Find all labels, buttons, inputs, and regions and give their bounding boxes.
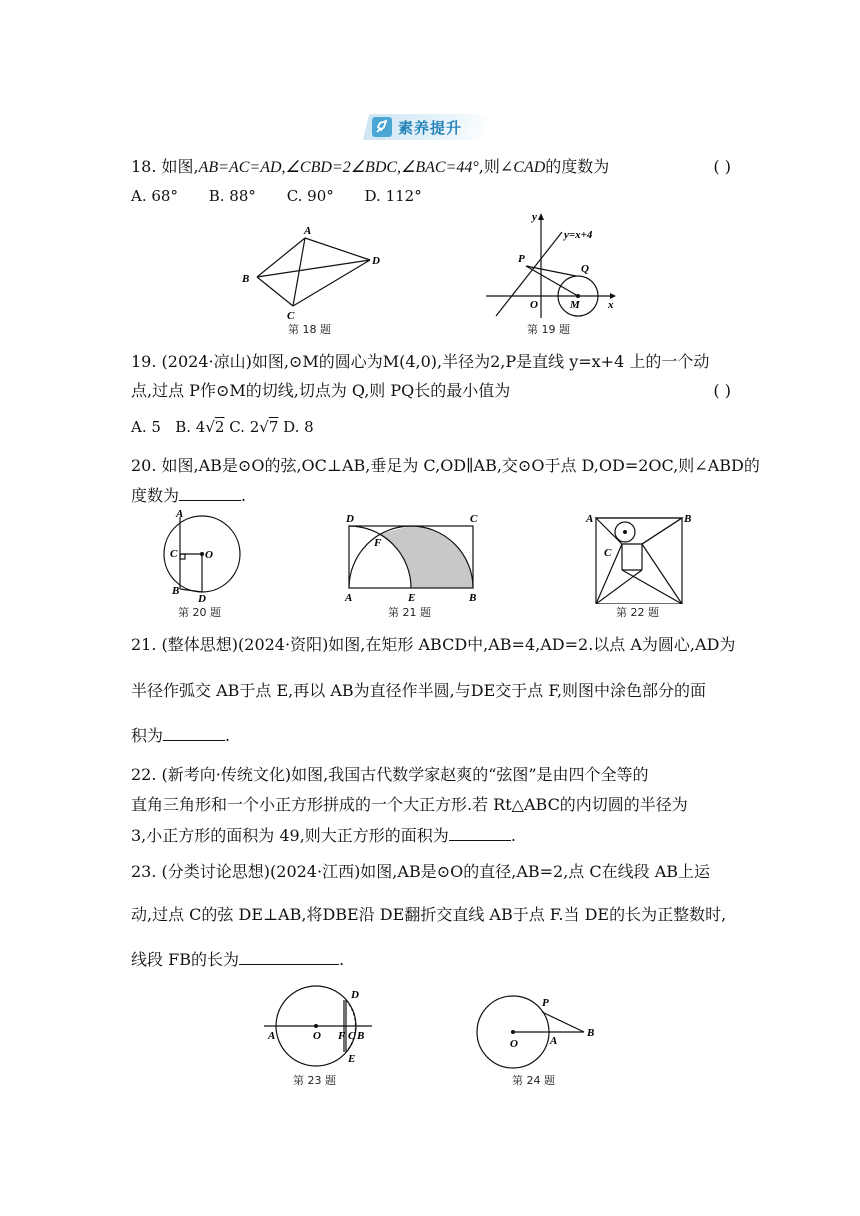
label-c: C — [348, 1030, 356, 1042]
figure-24-caption: 第 24 题 — [512, 1074, 555, 1087]
q22-end: . — [510, 826, 516, 845]
figure-23 — [258, 982, 378, 1070]
label-b: B — [172, 585, 180, 597]
label-x: x — [608, 299, 614, 311]
q20-end: . — [241, 486, 247, 505]
label-a: A — [586, 513, 594, 525]
label-a: A — [550, 1035, 558, 1047]
q23-text: 线段 FB的长为 — [131, 950, 239, 969]
question-number: 18. — [131, 157, 157, 176]
figure-22-caption: 第 22 题 — [616, 606, 659, 619]
label-c: C — [470, 513, 478, 525]
option-d: D. 112° — [364, 187, 422, 205]
question-21-line-1: 21. (整体思想)(2024·资阳)如图,在矩形 ABCD中,AB=4,AD=2.以点 A为圆心,AD为 — [131, 635, 736, 654]
question-23-line-3 — [131, 948, 731, 971]
question-18 — [131, 156, 731, 179]
label-e: E — [348, 1053, 356, 1065]
question-19-line-2 — [131, 380, 731, 402]
label-line-eq: y=x+4 — [564, 229, 593, 241]
option-c: C. 2 — [229, 418, 260, 436]
answer-blank[interactable] — [239, 948, 339, 965]
question-23-line-2: 动,过点 C的弦 DE⊥AB,将DBE沿 DE翻折交直线 AB于点 F.当 DE的长为正整数时, — [131, 905, 727, 924]
label-b: B — [469, 592, 477, 604]
figure-22 — [582, 508, 700, 604]
figure-19 — [482, 210, 622, 322]
label-f: F — [374, 537, 382, 549]
figure-20 — [160, 508, 250, 604]
label-d: D — [198, 593, 206, 604]
question-22-line-2: 直角三角形和一个小正方形拼成的一个大正方形.若 Rt△ABC的内切圆的半径为 — [131, 795, 688, 814]
label-d: D — [372, 255, 380, 267]
label-p: P — [542, 997, 549, 1009]
question-23-line-1: 23. (分类讨论思想)(2024·江西)如图,AB是⊙O的直径,AB=2,点 C在线段 AB上运 — [131, 862, 711, 881]
label-q: Q — [581, 263, 589, 275]
label-f: F — [338, 1030, 346, 1042]
label-o: O — [530, 299, 538, 311]
section-title: 素养提升 — [398, 119, 463, 137]
label-c: C — [287, 310, 295, 322]
q18-options — [131, 185, 731, 207]
q19-options: A. 5 B. 4√2 C. 2√7 D. 8 — [131, 418, 314, 436]
option-b: B. 4 — [175, 418, 206, 436]
option-a: A. 68° — [131, 187, 178, 205]
q22-text: 3,小正方形的面积为 49,则大正方形的面积为 — [131, 826, 449, 845]
q21-text: 积为 — [131, 726, 164, 745]
q18-text-c: 的度数为 — [545, 157, 610, 176]
label-p: P — [518, 253, 525, 265]
label-b: B — [357, 1030, 365, 1042]
label-d: D — [351, 989, 359, 1001]
option-c-radicand: 7 — [268, 418, 279, 436]
question-20-line-1: 20. 如图,AB是⊙O的弦,OC⊥AB,垂足为 C,OD∥AB,交⊙O于点 D,OD=2OC,则∠ABD的 — [131, 456, 760, 475]
label-o: O — [510, 1038, 518, 1050]
q18-text-a: 如图, — [161, 157, 199, 176]
figure-24 — [472, 992, 602, 1072]
label-y: y — [532, 211, 537, 223]
answer-blank[interactable] — [163, 724, 225, 741]
option-d: D. 8 — [283, 418, 314, 436]
label-a: A — [345, 592, 353, 604]
label-m: M — [570, 299, 580, 311]
label-o: O — [313, 1030, 321, 1042]
figure-18-caption: 第 18 题 — [288, 323, 331, 336]
figure-19-caption: 第 19 题 — [527, 323, 570, 336]
label-b: B — [587, 1027, 595, 1039]
q18-conditions: AB=AC=AD,∠CBD=2∠BDC,∠BAC=44° — [198, 159, 479, 176]
question-20-line-2 — [131, 484, 731, 507]
label-b: B — [684, 513, 692, 525]
question-22-line-3 — [131, 824, 731, 847]
question-21-line-2: 半径作弧交 AB于点 E,再以 AB为直径作半圆,与DE交于点 F,则图中涂色部分的面 — [131, 681, 707, 700]
option-b: B. 88° — [208, 187, 256, 205]
figure-21 — [338, 508, 488, 604]
option-c: C. 90° — [286, 187, 334, 205]
label-b: B — [242, 273, 250, 285]
rocket-icon — [372, 117, 392, 137]
q18-text-b: ,则∠ — [478, 157, 514, 176]
q19-text: 点,过点 P作⊙M的切线,切点为 Q,则 PQ长的最小值为 — [131, 381, 511, 400]
answer-blank[interactable] — [179, 484, 241, 501]
question-21-line-3 — [131, 724, 731, 747]
label-o: O — [205, 549, 213, 561]
answer-paren: ( ) — [713, 157, 731, 176]
label-d: D — [346, 513, 354, 525]
question-22-line-1: 22. (新考向·传统文化)如图,我国古代数学家赵爽的“弦图”是由四个全等的 — [131, 765, 649, 784]
figure-18 — [235, 222, 395, 322]
option-b-radicand: 2 — [214, 418, 225, 436]
answer-paren: ( ) — [713, 381, 731, 400]
option-a: A. 5 — [131, 418, 161, 436]
section-header — [366, 114, 490, 140]
label-a: A — [176, 508, 184, 520]
answer-blank[interactable] — [449, 824, 511, 841]
label-c: C — [604, 547, 612, 559]
figure-21-caption: 第 21 题 — [388, 606, 431, 619]
q21-end: . — [225, 726, 231, 745]
question-19-line-1: 19. (2024·凉山)如图,⊙M的圆心为M(4,0),半径为2,P是直线 y=x+4 上的一个动 — [131, 352, 710, 371]
q23-end: . — [338, 950, 345, 969]
label-e: E — [408, 592, 416, 604]
q18-angle: CAD — [513, 159, 546, 176]
label-a: A — [304, 225, 312, 237]
label-c: C — [170, 548, 178, 560]
q20-text: 度数为 — [131, 486, 180, 505]
label-a: A — [268, 1030, 276, 1042]
figure-20-caption: 第 20 题 — [178, 606, 221, 619]
figure-23-caption: 第 23 题 — [293, 1074, 336, 1087]
